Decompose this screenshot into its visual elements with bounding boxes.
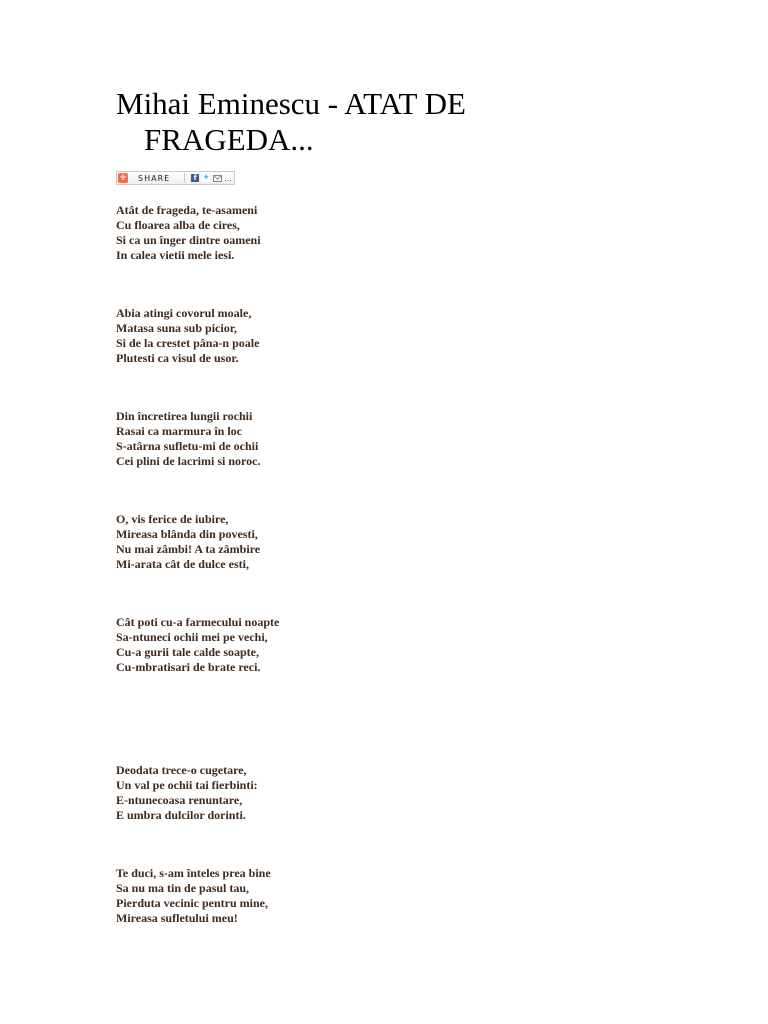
poem-line: Mireasa sufletului meu!: [116, 911, 238, 925]
poem-line: Cu-mbratisari de brate reci.: [116, 660, 261, 674]
poem-line: Mireasa blânda din povesti,: [116, 527, 258, 541]
poem-line: Nu mai zâmbi! A ta zâmbire: [116, 542, 261, 556]
email-icon[interactable]: [213, 175, 222, 182]
poem-line: E-ntunecoasa renuntare,: [116, 793, 243, 807]
poem-line: E umbra dulcilor dorinti.: [116, 808, 246, 822]
poem-line: O, vis ferice de iubire,: [116, 512, 229, 526]
poem-stanza-7: [116, 866, 271, 926]
page-title: Mihai Eminescu - ATAT DE FRAGEDA...: [116, 86, 466, 157]
poem-line: In calea vietii mele iesi.: [116, 248, 235, 262]
poem-line: Din încretirea lungii rochii: [116, 409, 253, 423]
poem-stanza-5: [116, 615, 279, 675]
poem-line: Sa-ntuneci ochii mei pe vechi,: [116, 630, 268, 644]
poem-line: Cu floarea alba de cires,: [116, 218, 240, 232]
facebook-icon[interactable]: f: [191, 174, 199, 182]
poem-stanza-6: [116, 763, 258, 823]
poem-stanza-3: [116, 409, 260, 469]
poem-line: Un val pe ochii tai fierbinti:: [116, 778, 258, 792]
poem-line: Plutesti ca visul de usor.: [116, 351, 239, 365]
poem-line: Cei plini de lacrimi si noroc.: [116, 454, 261, 468]
share-divider: [184, 173, 185, 183]
poem-line: Te duci, s-am înteles prea bine: [116, 866, 271, 880]
poem-line: Si de la crestet pâna-n poale: [116, 336, 260, 350]
share-button[interactable]: [116, 171, 235, 185]
poem-line: Sa nu ma tin de pasul tau,: [116, 881, 250, 895]
poem-line: Deodata trece-o cugetare,: [116, 763, 247, 777]
poem-stanza-2: [116, 306, 259, 366]
poem-line: Atât de frageda, te-asameni: [116, 203, 258, 217]
poem-line: Cu-a gurii tale calde soapte,: [116, 645, 259, 659]
poem-stanza-1: [116, 203, 261, 263]
poem-line: Pierduta vecinic pentru mine,: [116, 896, 268, 910]
poem-line: S-atârna sufletu-mi de ochii: [116, 439, 259, 453]
addthis-plus-icon: +: [119, 173, 127, 183]
poem-line: Abia atingi covorul moale,: [116, 306, 252, 320]
poem-line: Cât poti cu-a farmecului noapte: [116, 615, 280, 629]
poem-line: Mi-arata cât de dulce esti,: [116, 557, 249, 571]
poem-line: Rasai ca marmura în loc: [116, 424, 242, 438]
poem-line: Matasa suna sub picior,: [116, 321, 237, 335]
poem-stanza-4: [116, 512, 260, 572]
share-label: SHARE: [138, 173, 171, 183]
poem-line: Si ca un înger dintre oameni: [116, 233, 261, 247]
twitter-icon[interactable]: ✦: [202, 173, 210, 183]
share-more-icon[interactable]: ...: [224, 174, 232, 183]
